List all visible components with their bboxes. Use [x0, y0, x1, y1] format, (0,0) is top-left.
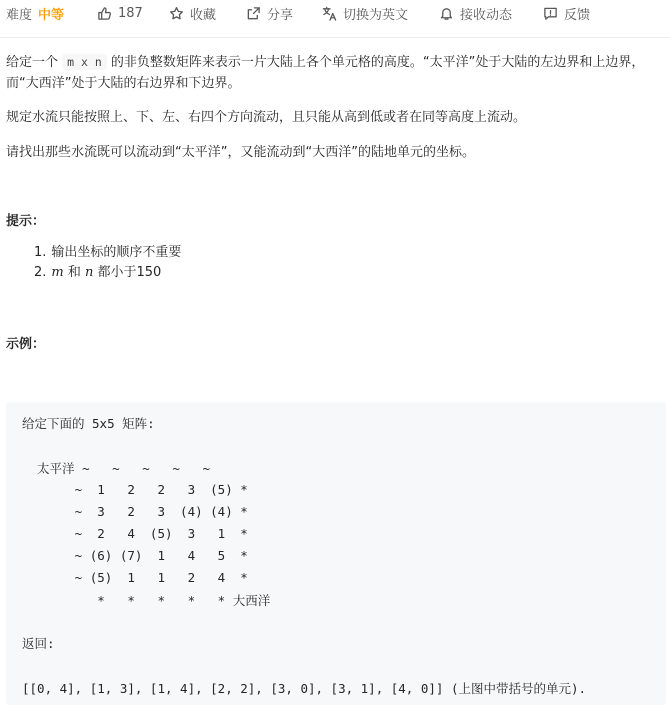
share-label: 分享 — [267, 7, 294, 23]
notify-button[interactable] — [439, 4, 512, 22]
example-code-block — [6, 402, 666, 705]
tip-2-n: n — [85, 265, 94, 280]
tip-1-number: 1. — [34, 245, 47, 260]
like-button[interactable] — [97, 4, 143, 22]
star-icon — [169, 6, 184, 21]
description-paragraph-3: 请找出那些水流既可以流动到“太平洋”，又能流动到“大西洋”的陆地单元的坐标。 — [6, 145, 475, 160]
collect-label: 收藏 — [190, 7, 217, 23]
tips-heading: 提示： — [6, 214, 46, 229]
feedback-label: 反馈 — [564, 7, 591, 23]
translate-button[interactable] — [322, 4, 408, 22]
translate-label: 切换为英文 — [343, 7, 409, 23]
description-paragraph-2: 规定水流只能按照上、下、左、右四个方向流动，且只能从高到低或者在同等高度上流动。 — [6, 110, 527, 125]
difficulty — [6, 4, 64, 22]
tips-list — [34, 243, 181, 283]
return-label: 返回: — [22, 636, 55, 651]
toolbar-divider — [0, 37, 670, 38]
grid-line-2: ~ 3 2 3 (4) (4) * — [22, 504, 248, 519]
share-button[interactable] — [246, 4, 293, 22]
matrix-size-code: m x n — [62, 54, 107, 70]
problem-toolbar — [0, 0, 670, 26]
grid-line-6: * * * * * 大西洋 — [22, 593, 271, 608]
grid-line-1: ~ 1 2 2 3 (5) * — [22, 482, 248, 497]
tip-1-text: 输出坐标的顺序不重要 — [51, 245, 182, 260]
feedback-button[interactable] — [543, 4, 590, 22]
tip-item-2 — [34, 263, 181, 283]
translate-icon — [322, 6, 337, 21]
bell-icon — [439, 6, 454, 21]
tip-item-1 — [34, 243, 181, 263]
grid-line-0: 太平洋 ~ ~ ~ ~ ~ — [22, 461, 211, 476]
difficulty-value: 中等 — [38, 7, 65, 23]
share-icon — [246, 6, 261, 21]
p1-before: 给定一个 — [6, 55, 63, 70]
description-paragraph-1 — [6, 52, 658, 94]
tip-2-mid: 和 — [63, 265, 85, 280]
example-result: [[0, 4], [1, 3], [1, 4], [2, 2], [3, 0], [3, 1], [4, 0]] (上图中带括号的单元). — [22, 681, 587, 696]
notify-label: 接收动态 — [460, 7, 513, 23]
grid-line-5: ~ (5) 1 1 2 4 * — [22, 570, 248, 585]
example-heading: 示例： — [6, 337, 46, 352]
tip-2-number: 2. — [34, 265, 47, 280]
difficulty-label: 难度 — [6, 7, 33, 23]
p1-after: 的非负整数矩阵来表示一片大陆上各个单元格的高度。“太平洋”处于大陆的左边界和上边界，而“大西洋”处于大陆的右边界和下边界。 — [6, 55, 645, 91]
tip-2-after: 都小于150 — [93, 265, 162, 280]
thumbs-up-icon — [97, 6, 112, 21]
like-count: 187 — [118, 5, 143, 21]
example-intro: 给定下面的 5x5 矩阵: — [22, 416, 155, 431]
grid-line-3: ~ 2 4 (5) 3 1 * — [22, 526, 248, 541]
feedback-icon — [543, 6, 558, 21]
collect-button[interactable] — [169, 4, 216, 22]
grid-line-4: ~ (6) (7) 1 4 5 * — [22, 548, 248, 563]
tip-2-m: m — [51, 265, 64, 280]
